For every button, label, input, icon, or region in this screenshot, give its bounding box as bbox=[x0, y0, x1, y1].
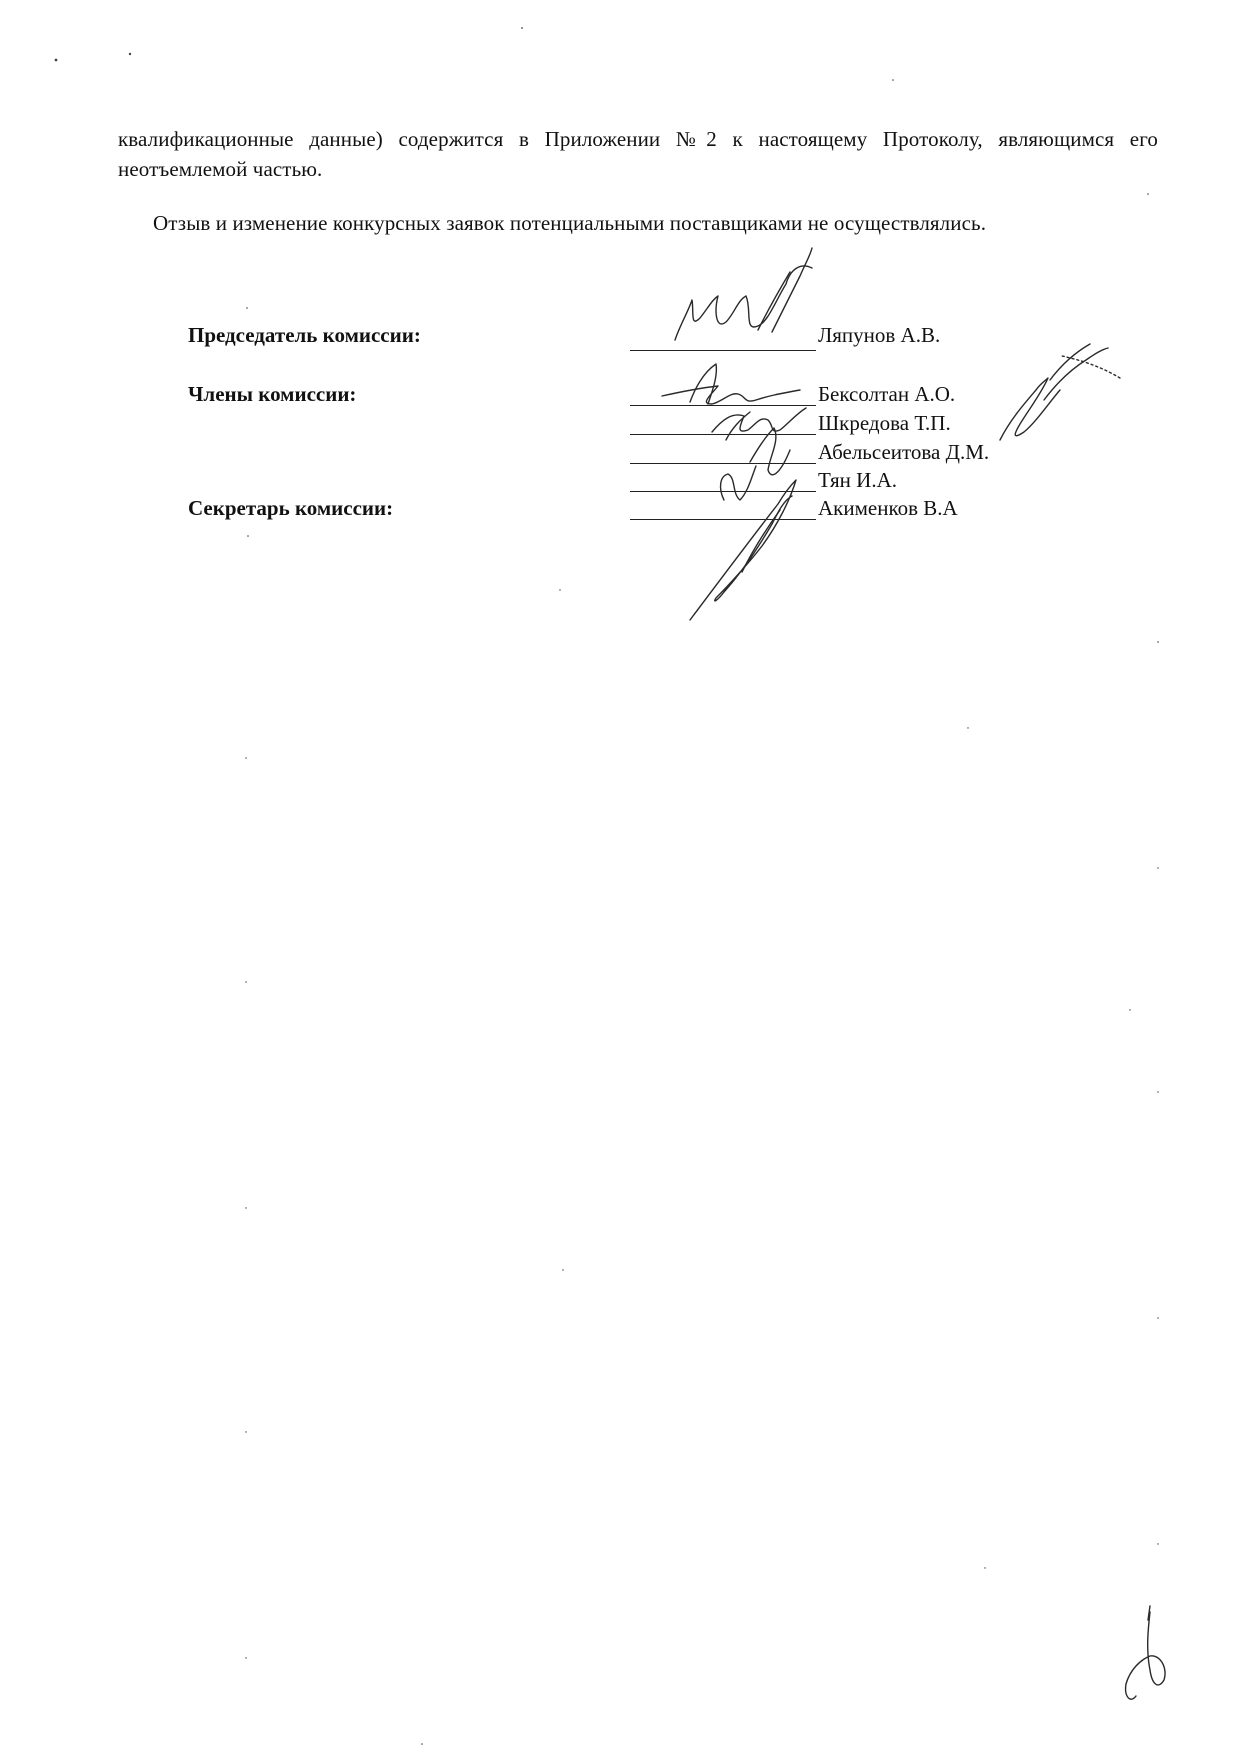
initials-bottom-right bbox=[1126, 1612, 1165, 1699]
secretary-label: Секретарь комиссии: bbox=[188, 496, 394, 520]
signature-chair-stroke-2 bbox=[758, 272, 790, 330]
signature-member-1 bbox=[662, 386, 800, 404]
signature-chair-stroke bbox=[772, 248, 812, 332]
signature-member-2-stroke bbox=[726, 412, 750, 440]
signature-right-side-dots bbox=[1062, 356, 1120, 378]
signature-line-secretary bbox=[630, 519, 816, 520]
signature-line-chair bbox=[630, 350, 816, 351]
member-name-4: Тян И.А. bbox=[818, 468, 898, 492]
signature-right-side-stroke-2 bbox=[1050, 344, 1090, 380]
member-name-3: Абельсеитова Д.М. bbox=[818, 440, 990, 464]
paragraph-withdrawal-statement: Отзыв и изменение конкурсных заявок потенциальными поставщиками не осуществлялись. bbox=[153, 211, 987, 235]
chair-label: Председатель комиссии: bbox=[188, 323, 421, 347]
chair-name: Ляпунов А.В. bbox=[818, 323, 941, 347]
paragraph-qualification-data: квалификационные данные) содержится в Приложении №2 к настоящему Протоколу, являющимся его неотъемлемой частью. bbox=[118, 127, 1158, 181]
signature-member-2 bbox=[712, 408, 806, 432]
signature-line-member-1 bbox=[630, 405, 816, 406]
signature-right-side bbox=[1000, 378, 1060, 440]
signature-secretary bbox=[690, 480, 796, 620]
signature-line-member-2 bbox=[630, 434, 816, 435]
signature-line-member-3 bbox=[630, 463, 816, 464]
signature-member-4 bbox=[721, 466, 756, 500]
signature-right-side-stroke bbox=[1044, 348, 1108, 400]
signature-member-3 bbox=[750, 428, 790, 475]
signature-member-1-stroke bbox=[690, 364, 716, 404]
initials-bottom-right-tick bbox=[1148, 1606, 1150, 1620]
signature-line-member-4 bbox=[630, 491, 816, 492]
secretary-name: Акименков В.А bbox=[818, 496, 958, 520]
signature-chair bbox=[675, 266, 812, 340]
member-name-2: Шкредова Т.П. bbox=[818, 411, 951, 435]
member-name-1: Бексолтан А.О. bbox=[818, 382, 956, 406]
members-label: Члены комиссии: bbox=[188, 382, 357, 406]
